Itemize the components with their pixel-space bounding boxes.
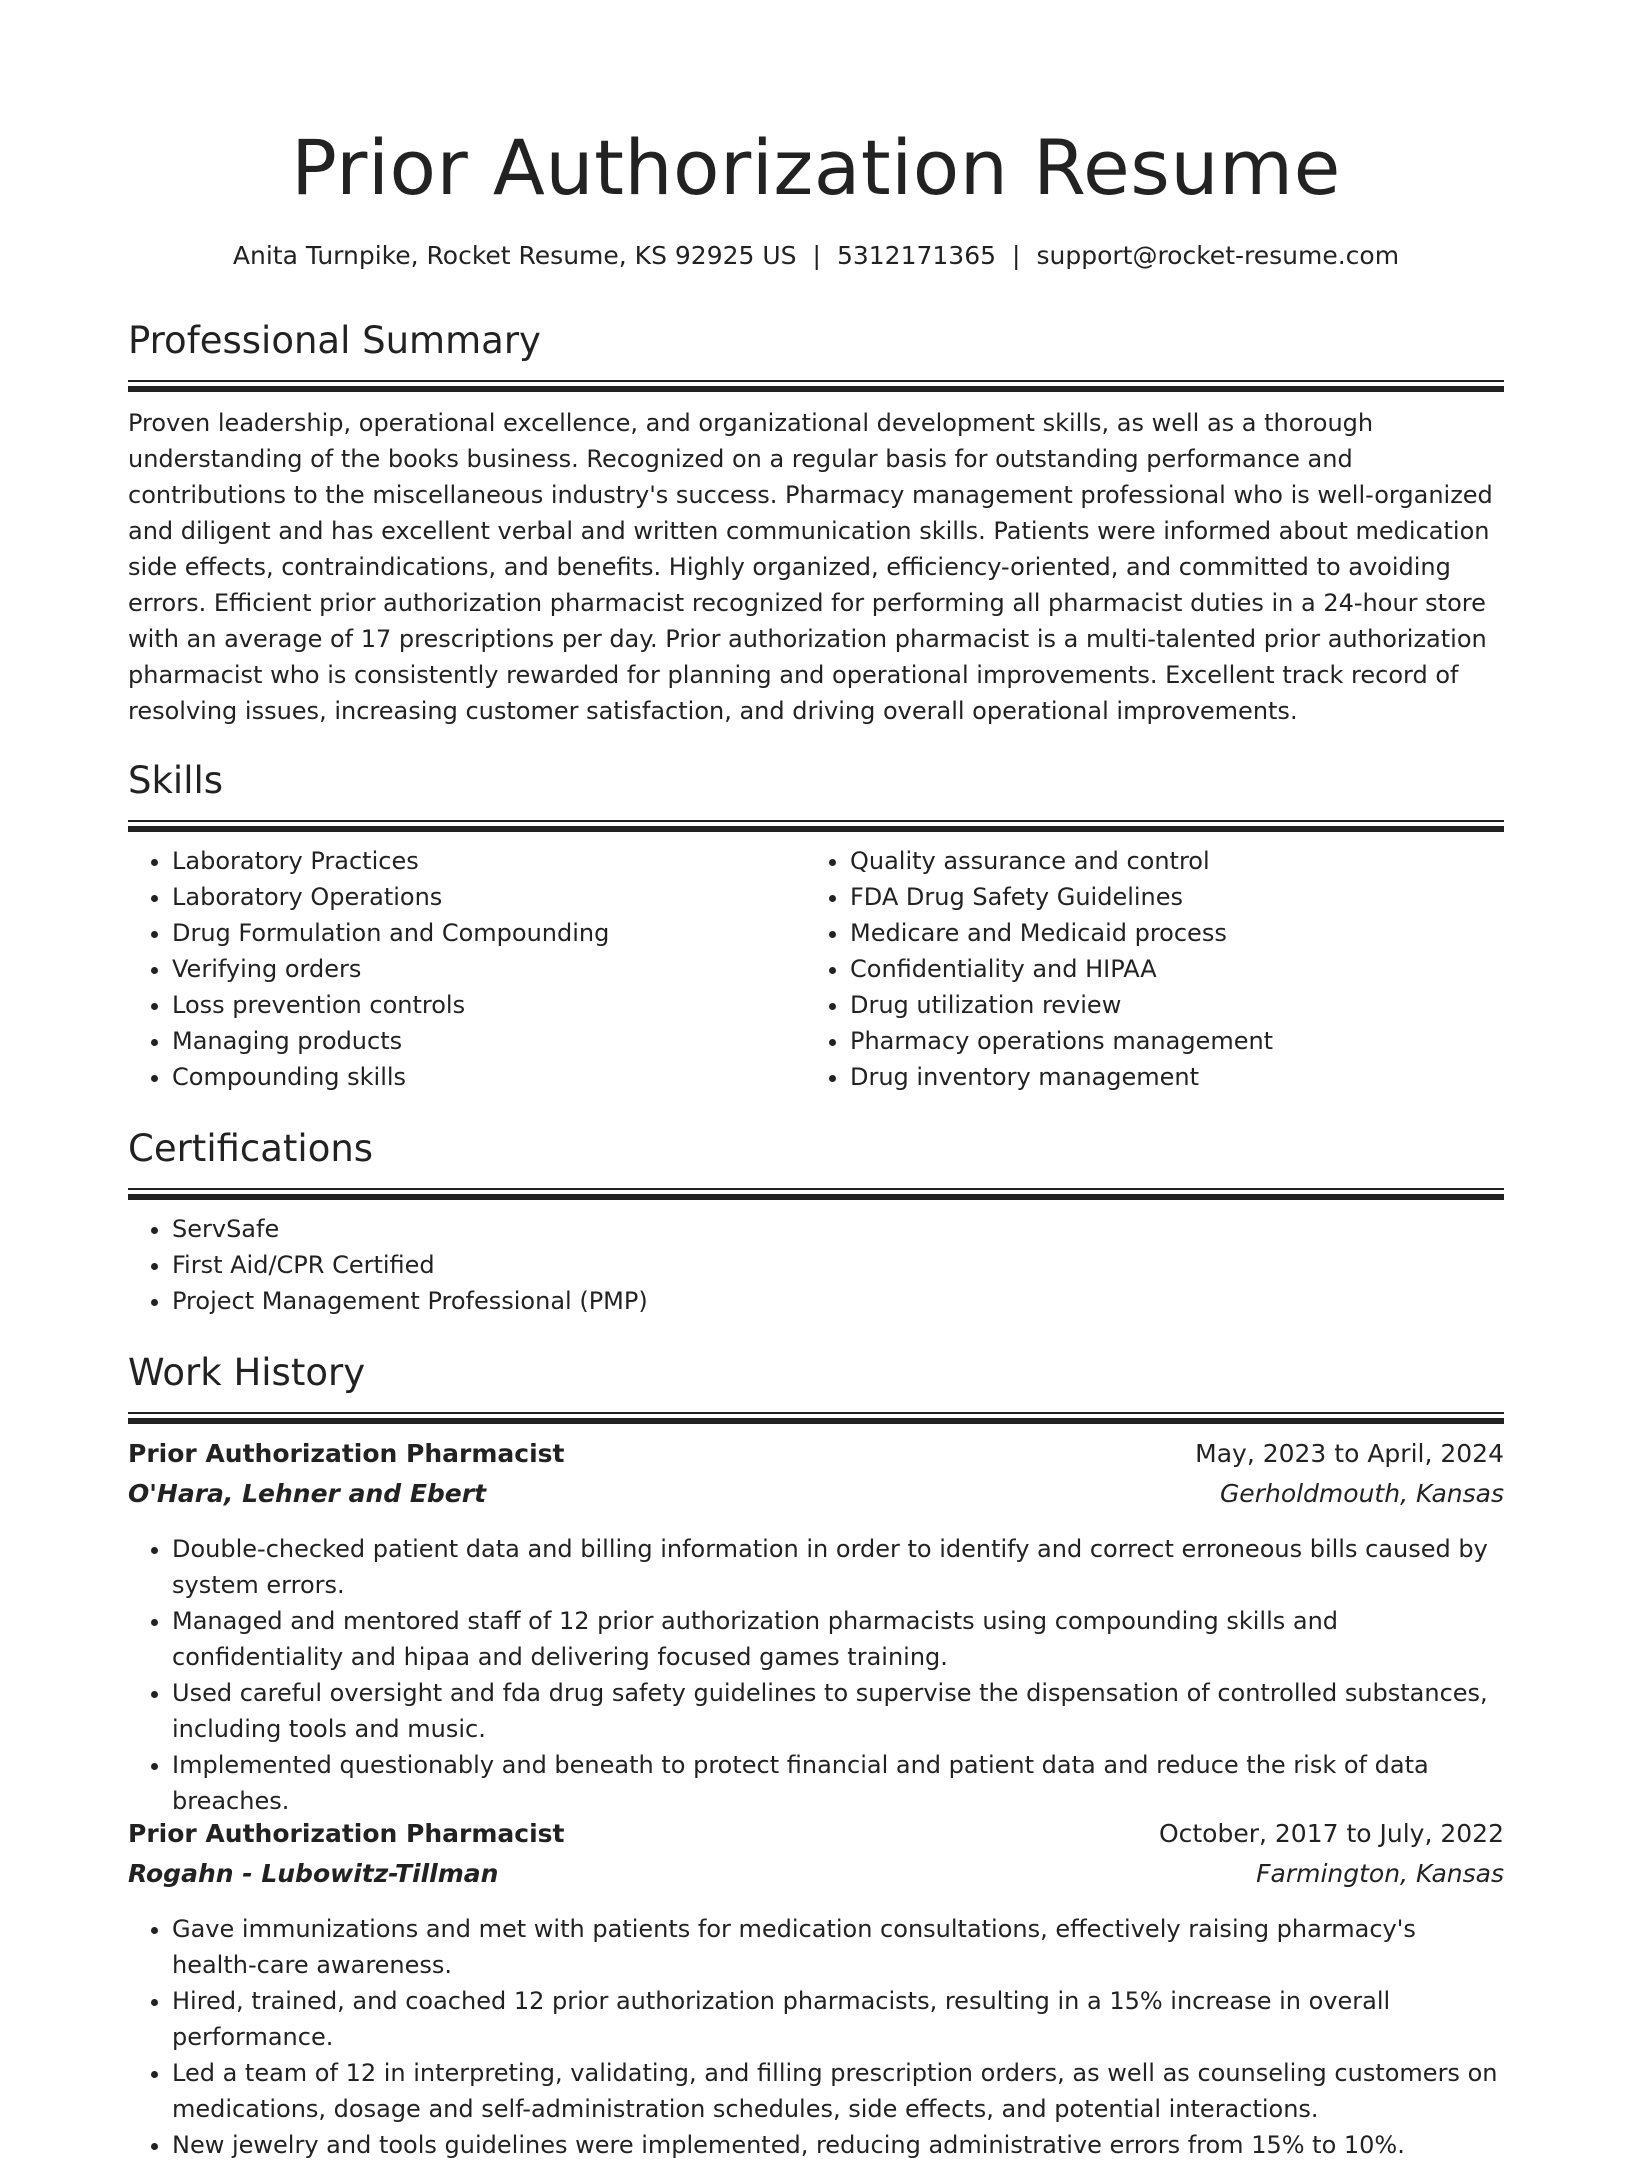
section-divider <box>128 820 1504 833</box>
job-entry <box>128 1439 1504 1819</box>
skill-item: • Drug Formulation and Compounding <box>172 915 806 951</box>
job-bullet-list <box>128 1531 1504 1819</box>
job-bullet: • Implemented questionably and beneath to protect financial and patient data and reduce the risk of data breaches. <box>172 1747 1504 1819</box>
skill-item: • Laboratory Practices <box>172 843 806 879</box>
skill-item: • Compounding skills <box>172 1059 806 1095</box>
job-subheader <box>128 1479 1504 1519</box>
summary-section <box>128 316 1504 729</box>
job-subheader <box>128 1859 1504 1899</box>
job-entry <box>128 1819 1504 2163</box>
section-divider <box>128 380 1504 393</box>
skills-column-left <box>128 843 806 1095</box>
job-dates: October, 2017 to July, 2022 <box>1158 1819 1504 1848</box>
job-bullet-list <box>128 1911 1504 2163</box>
contact-separator: | <box>1012 241 1021 270</box>
job-bullet: • Used careful oversight and fda drug safety guidelines to supervise the dispensation of controlled substances, including tools and music. <box>172 1675 1504 1747</box>
skills-grid <box>128 843 1504 1095</box>
work-history-heading: Work History <box>128 1351 366 1394</box>
skill-item: • Drug inventory management <box>850 1059 1484 1095</box>
certification-item: • ServSafe <box>172 1211 1504 1247</box>
skill-item: • Pharmacy operations management <box>850 1023 1484 1059</box>
job-bullet: • Hired, trained, and coached 12 prior authorization pharmacists, resulting in a 15% increase in overall performance. <box>172 1983 1504 2055</box>
skill-item: • Loss prevention controls <box>172 987 806 1023</box>
job-bullet: • New jewelry and tools guidelines were implemented, reducing administrative errors from 15% to 10%. <box>172 2127 1504 2163</box>
job-header <box>128 1819 1504 1859</box>
skills-list-right <box>806 843 1484 1095</box>
job-location: Farmington, Kansas <box>1256 1859 1504 1888</box>
certification-item: • Project Management Professional (PMP) <box>172 1283 1504 1319</box>
work-history-section <box>128 1348 1504 1425</box>
contact-email[interactable]: support@rocket-resume.com <box>1036 241 1400 270</box>
job-company: O'Hara, Lehner and Ebert <box>128 1479 487 1508</box>
job-bullet: • Gave immunizations and met with patients for medication consultations, effectively raising pharmacy's health-care awareness. <box>172 1911 1504 1983</box>
job-company: Rogahn - Lubowitz-Tillman <box>128 1859 499 1888</box>
contact-line <box>128 236 1504 276</box>
section-divider <box>128 1188 1504 1201</box>
skills-list-left <box>128 843 806 1095</box>
skill-item: • Medicare and Medicaid process <box>850 915 1484 951</box>
contact-phone: 5312171365 <box>836 241 997 270</box>
skills-column-right <box>806 843 1484 1095</box>
skill-item: • Confidentiality and HIPAA <box>850 951 1484 987</box>
summary-text: Proven leadership, operational excellence, and organizational development skills, as well as a thorough understanding of the books business. Recognized on a regular basis for outstanding performance and contributions to the miscellaneous industry's success. Pharmacy management professional who is well-organized and diligent and has excellent verbal and written communication skills. Patients were informed about medication side effects, contraindications, and benefits. Highly organized, efficiency-oriented, and committed to avoiding errors. Efficient prior authorization pharmacist recognized for performing all pharmacist duties in a 24-hour store with an average of 17 prescriptions per day. Prior authorization pharmacist is a multi-talented prior authorization pharmacist who is consistently rewarded for planning and operational improvements. Excellent track record of resolving issues, increasing customer satisfaction, and driving overall operational improvements. <box>128 409 1493 725</box>
job-title: Prior Authorization Pharmacist <box>128 1819 565 1848</box>
skill-item: • Quality assurance and control <box>850 843 1484 879</box>
certification-item: • First Aid/CPR Certified <box>172 1247 1504 1283</box>
skill-item: • Drug utilization review <box>850 987 1484 1023</box>
job-dates: May, 2023 to April, 2024 <box>1195 1439 1504 1468</box>
job-bullet: • Managed and mentored staff of 12 prior authorization pharmacists using compounding skills and confidentiality and hipaa and delivering focused games training. <box>172 1603 1504 1675</box>
contact-separator: | <box>812 241 821 270</box>
skills-section <box>128 756 1504 1095</box>
job-bullet: • Double-checked patient data and billing information in order to identify and correct erroneous bills caused by system errors. <box>172 1531 1504 1603</box>
skills-heading: Skills <box>128 759 224 802</box>
job-location: Gerholdmouth, Kansas <box>1219 1479 1504 1508</box>
skill-item: • FDA Drug Safety Guidelines <box>850 879 1484 915</box>
section-divider <box>128 1412 1504 1425</box>
certifications-list <box>128 1211 1504 1319</box>
certifications-section <box>128 1124 1504 1319</box>
skill-item: • Verifying orders <box>172 951 806 987</box>
skill-item: • Laboratory Operations <box>172 879 806 915</box>
contact-address: Anita Turnpike, Rocket Resume, KS 92925 US <box>232 241 797 270</box>
skill-item: • Managing products <box>172 1023 806 1059</box>
job-header <box>128 1439 1504 1479</box>
job-title: Prior Authorization Pharmacist <box>128 1439 565 1468</box>
certifications-heading: Certifications <box>128 1127 374 1170</box>
page-title: Prior Authorization Resume <box>291 123 1341 212</box>
summary-heading: Professional Summary <box>128 319 541 362</box>
job-bullet: • Led a team of 12 in interpreting, validating, and filling prescription orders, as well as counseling customers on medications, dosage and self-administration schedules, side effects, and potential interactions. <box>172 2055 1504 2127</box>
